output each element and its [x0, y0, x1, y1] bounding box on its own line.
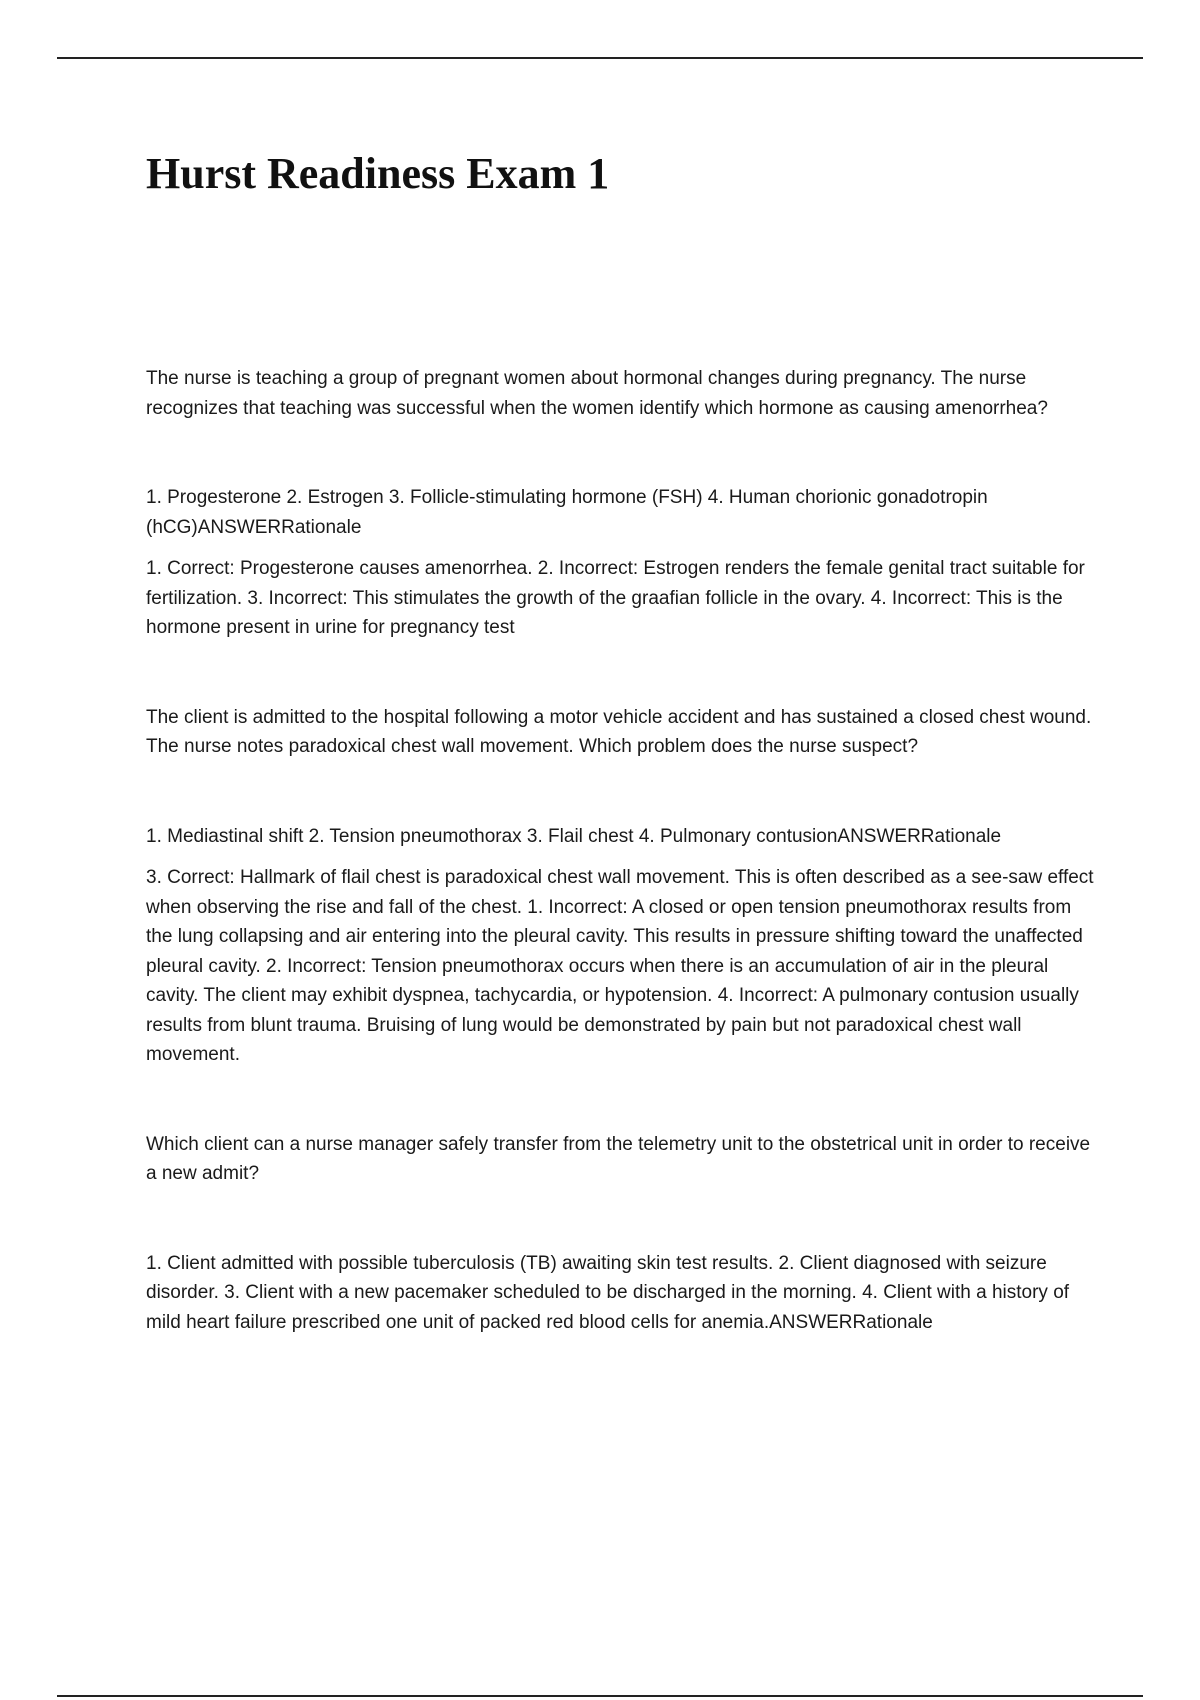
rationale-text: 1. Correct: Progesterone causes amenorrhea. 2. Incorrect: Estrogen renders the female genital tract suitable for fertilization. 3. Incorrect: This stimulates the growth of the graafian follicle in the ovary. 4. Incorrect: This is the hormone present in urine for pregnancy test — [146, 558, 1085, 638]
question-text: Which client can a nurse manager safely transfer from the telemetry unit to the obstetrical unit in order to receive a new admit? — [146, 1133, 1091, 1184]
bottom-rule — [57, 1695, 1143, 1697]
answer-options: 1. Mediastinal shift 2. Tension pneumothorax 3. Flail chest 4. Pulmonary contusionANSWERRationale — [146, 825, 1002, 847]
answer-options: 1. Progesterone 2. Estrogen 3. Follicle-stimulating hormone (FSH) 4. Human chorionic gonadotropin (hCG)ANSWERRationale — [146, 487, 988, 538]
question-text: The nurse is teaching a group of pregnant women about hormonal changes during pregnancy. The nurse recognizes that teaching was successful when the women identify which hormone as causing amenorrhea? — [146, 368, 1048, 419]
question-block — [146, 1130, 1096, 1338]
document-body — [146, 364, 1096, 1337]
question-block — [146, 364, 1096, 643]
rationale-text: 3. Correct: Hallmark of flail chest is paradoxical chest wall movement. This is often described as a see-saw effect when observing the rise and fall of the chest. 1. Incorrect: A closed or open tension pneumothorax results from the lung collapsing and air entering into the pleural cavity. This results in pressure shifting toward the unaffected pleural cavity. 2. Incorrect: Tension pneumothorax occurs when there is an accumulation of air in the pleural cavity. The client may exhibit dyspnea, tachycardia, or hypotension. 4. Incorrect: A pulmonary contusion usually results from blunt trauma. Bruising of lung would be demonstrated by pain but not paradoxical chest wall movement. — [146, 867, 1094, 1065]
document-title: Hurst Readiness Exam 1 — [146, 149, 610, 198]
answer-options: 1. Client admitted with possible tuberculosis (TB) awaiting skin test results. 2. Client diagnosed with seizure disorder. 3. Client with a new pacemaker scheduled to be discharged in the morning. 4. Client with a history of mild heart failure prescribed one unit of packed red blood cells for anemia.ANSWERRationale — [146, 1252, 1070, 1333]
question-block — [146, 703, 1096, 1070]
question-text: The client is admitted to the hospital following a motor vehicle accident and has sustained a closed chest wound. The nurse notes paradoxical chest wall movement. Which problem does the nurse suspect? — [146, 706, 1092, 757]
top-rule — [57, 57, 1143, 59]
